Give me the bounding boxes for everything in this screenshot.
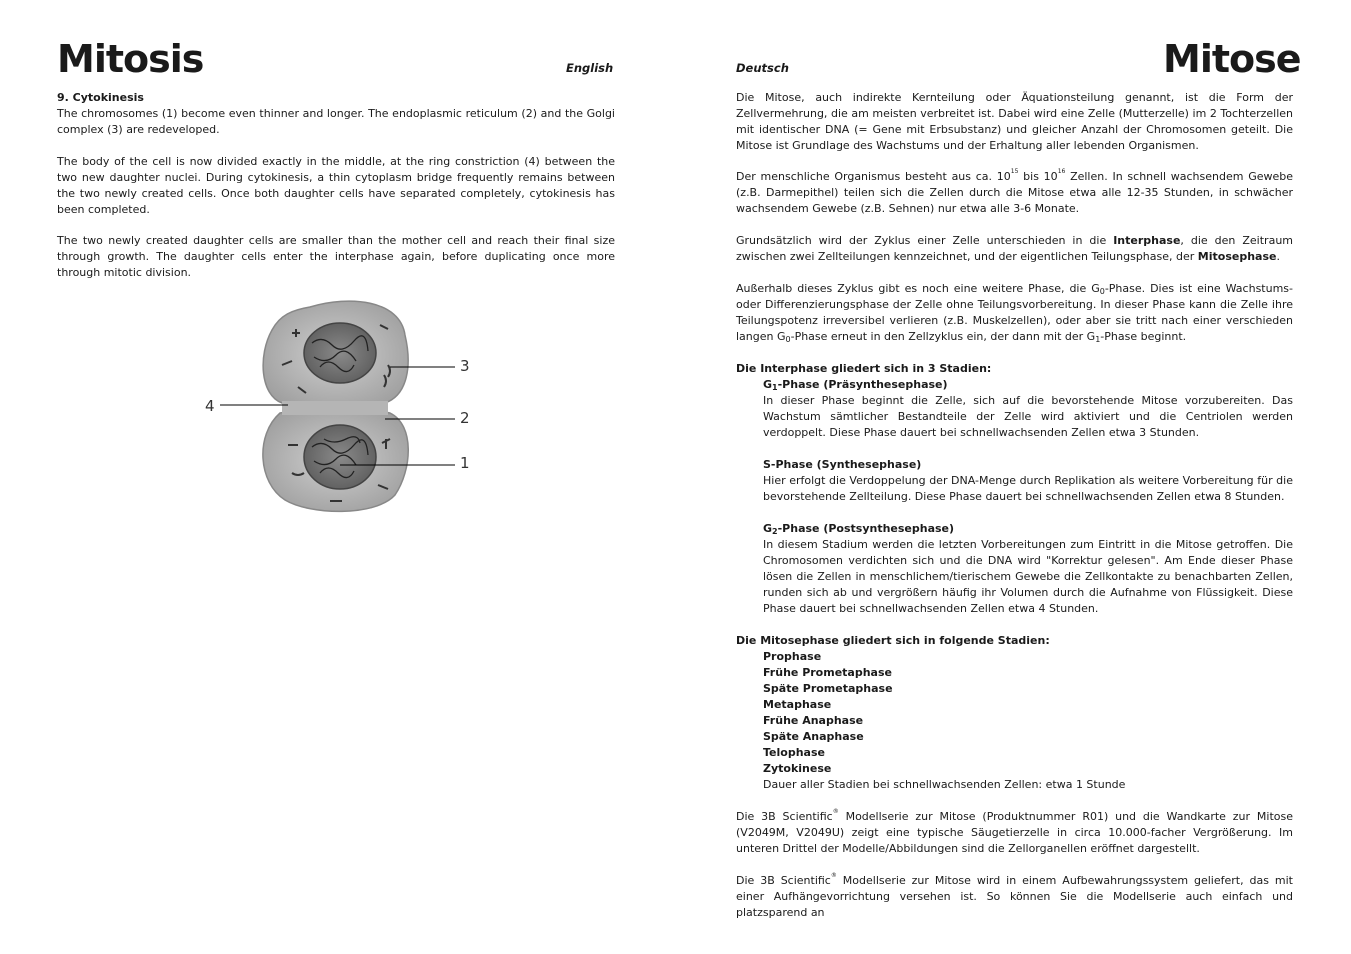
- list-item: Telophase: [763, 746, 825, 759]
- paragraph-storage: Die 3B Scientific® Modellserie zur Mitose wird in einem Aufbewahrungssystem geliefert, das mit einer Aufhängevorrichtung versehen ist. So können Sie die Modellserie auch einfach und platzsparend an: [736, 872, 1293, 919]
- nucleus-bottom: [304, 425, 376, 489]
- paragraph-cell-cycle: Grundsätzlich wird der Zyklus einer Zelle unterschieden in die Interphase, die den Zeitraum zwischen zwei Zellteilungen kennzeichnet, und der eigentlichen Teilungsphase, der Mitosephase.: [736, 234, 1293, 263]
- list-item: Frühe Anaphase: [763, 714, 864, 727]
- list-item: Frühe Prometaphase: [763, 666, 892, 679]
- stage-duration: Dauer aller Stadien bei schnellwachsenden Zellen: etwa 1 Stunde: [763, 778, 1126, 791]
- g2-phase-text: In diesem Stadium werden die letzten Vorbereitungen zum Eintritt in die Mitose getroffen. Die Chromosomen verdichten sich und die DNA wird "Korrektur gelesen". Am Ende dieser Phase lösen die Zellen in menschlichem/tierischem Gewebe die Zellkontakte zu benachbarten Zellen, runden sich ab und vergrößern häufig ihr Volumen durch die Aufnahme von Flüssigkeit. Diese Phase dauert bei schnellwachsenden Zellen etwa 4 Stunden.: [763, 538, 1293, 615]
- paragraph-model-series: Die 3B Scientific® Modellserie zur Mitose (Produktnummer R01) und die Wandkarte zur Mitose (V2049M, V2049U) zeigt eine typische Säugetierzelle in circa 10.000-facher Vergrößerung. Im unteren Drittel der Modelle/Abbildungen sind die Zellorganellen eröffnet dargestellt.: [736, 808, 1293, 855]
- page-title-english: Mitosis: [57, 37, 204, 81]
- figure-label-3: 3: [460, 357, 470, 375]
- list-item: Späte Prometaphase: [763, 682, 893, 695]
- paragraph-intro: Die Mitose, auch indirekte Kernteilung oder Äquationsteilung genannt, ist die Form der Zellvermehrung, die am meisten verbreitet ist. Dabei wird eine Zelle (Mutterzelle) im 2 Tochterzellen mit identischer DNA (= Gene mit Erbsubstanz) und gleicher Anzahl der Chromosomen geteilt. Die Mitose ist Grundlage des Wachstums und der Erhaltung aller lebenden Organismen.: [736, 91, 1293, 152]
- g2-phase-heading: $G_2$-Phase (Postsynthesephase): [763, 522, 955, 536]
- mitosephase-heading: Die Mitosephase gliedert sich in folgende Stadien:: [736, 634, 1050, 647]
- paragraph-organism: Der menschliche Organismus besteht aus ca. $10^{15}$ bis $10^{16}$ Zellen. In schnell wachsendem Gewebe (z.B. Darmepithel) teilen sich die Zellen durch die Mitose etwa alle 12-35 Stunden, in schwächer wachsendem Gewebe (z.B. Sehnen) nur etwa alle 3-6 Monate.: [736, 168, 1294, 215]
- paragraph-chromosomes: The chromosomes (1) become even thinner and longer. The endoplasmic reticulum (2) and the Golgi complex (3) are redeveloped.: [57, 107, 615, 136]
- page-title-german: Mitose: [1163, 37, 1301, 81]
- mitosis-stage-list: [763, 649, 1125, 793]
- s-phase-heading: S-Phase (Synthesephase): [763, 458, 922, 471]
- language-label-german: Deutsch: [736, 61, 789, 75]
- list-item: Metaphase: [763, 698, 832, 711]
- paragraph-g0-phase: Außerhalb dieses Zyklus gibt es noch eine weitere Phase, die $G_0$-Phase. Dies ist eine Wachstums- oder Differenzierungsphase der Zelle ohne Teilungsvorbereitung. In dieser Phase kann die Zelle ihre Teilungspotenz irreversibel verlieren (z.B. Muskelzellen), oder aber sie tritt nach einer verschieden langen $G_0$-Phase erneut in den Zellzyklus ein, der dann mit der $G_1$-Phase beginnt.: [736, 282, 1293, 344]
- figure-label-1: 1: [460, 454, 470, 472]
- paragraph-daughter-cells: The two newly created daughter cells are smaller than the mother cell and reach their final size through growth. The daughter cells enter the interphase again, before duplicating once more through mitotic division.: [57, 234, 615, 279]
- list-item: Späte Anaphase: [763, 730, 864, 743]
- s-phase-text: Hier erfolgt die Verdoppelung der DNA-Menge durch Replikation als weitere Vorbereitung für die bevorstehende Zellteilung. Diese Phase dauert bei schnellwachsenden Zellen etwa 8 Stunden.: [763, 474, 1293, 503]
- list-item: Prophase: [763, 650, 822, 663]
- g1-phase-heading: $G_1$-Phase (Präsynthesephase): [763, 378, 948, 392]
- nucleus-top: [304, 323, 376, 383]
- cytoplasm-bridge: [282, 401, 388, 415]
- language-label-english: English: [566, 61, 614, 75]
- section-heading: 9. Cytokinesis: [57, 91, 144, 104]
- figure-label-2: 2: [460, 409, 470, 427]
- paragraph-cell-division: The body of the cell is now divided exactly in the middle, at the ring constriction (4) between the two new daughter nuclei. During cytokinesis, a thin cytoplasm bridge frequently remains between the two newly created cells. Once both daughter cells have separated completely, cytokinesis has been completed.: [57, 155, 615, 216]
- interphase-heading: Die Interphase gliedert sich in 3 Stadien:: [736, 362, 992, 375]
- figure-label-4: 4: [205, 397, 215, 415]
- g1-phase-text: In dieser Phase beginnt die Zelle, sich auf die bevorstehende Mitose vorzubereiten. Das Wachstum sämtlicher Bestandteile der Zelle wird aktiviert und die Centriolen werden verdoppelt. Diese Phase dauert bei schnellwachsenden Zellen etwa 3 Stunden.: [763, 394, 1293, 439]
- cytokinesis-illustration: [200, 295, 500, 520]
- list-item: Zytokinese: [763, 762, 832, 775]
